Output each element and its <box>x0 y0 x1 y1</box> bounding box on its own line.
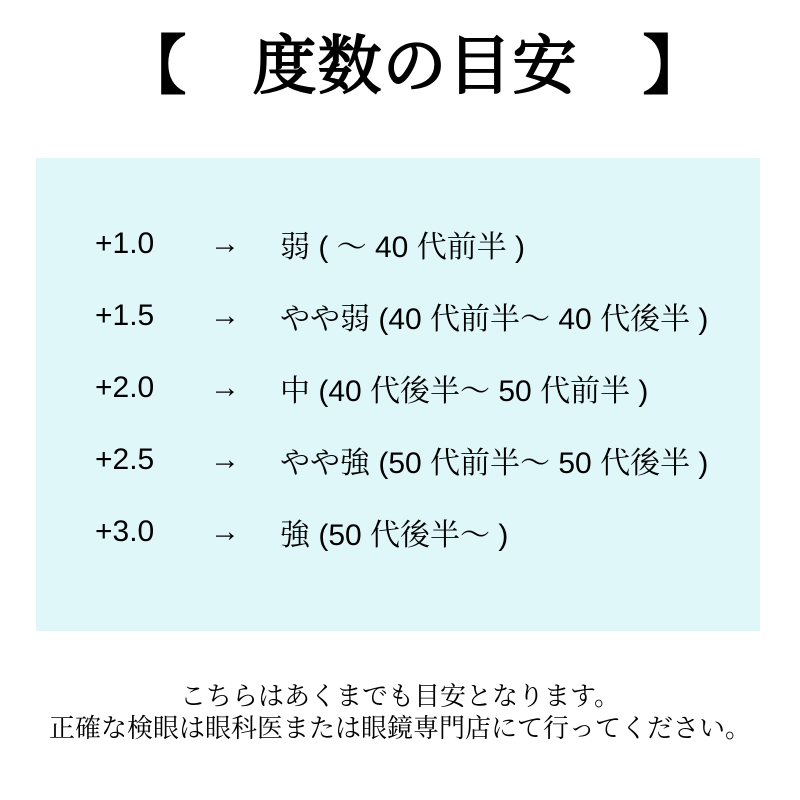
diopter-value: +1.5 <box>95 299 155 332</box>
arrow-right-icon: → <box>210 515 240 548</box>
strength-description: やや強 (50 代前半～ 50 代後半 ) <box>280 447 709 480</box>
strength-guide-panel <box>36 158 760 631</box>
arrow-right-icon: → <box>210 443 240 476</box>
disclaimer-line-1: こちらはあくまでも目安となります。 <box>180 681 620 711</box>
diopter-value: +3.0 <box>95 515 155 548</box>
disclaimer <box>0 680 800 744</box>
strength-row <box>36 424 760 496</box>
strength-row <box>36 352 760 424</box>
page-title: 【 度数の目安 】 <box>122 30 708 102</box>
strength-row <box>36 496 760 568</box>
diopter-value: +2.5 <box>95 443 155 476</box>
strength-row <box>36 208 760 280</box>
strength-description: やや弱 (40 代前半～ 40 代後半 ) <box>280 303 709 336</box>
arrow-right-icon: → <box>210 371 240 404</box>
strength-description: 強 (50 代後半～ ) <box>280 519 509 552</box>
strength-description: 中 (40 代後半～ 50 代前半 ) <box>280 375 649 408</box>
disclaimer-line-2: 正確な検眼は眼科医または眼鏡専門店にて行ってください。 <box>48 713 751 743</box>
strength-description: 弱 ( ～ 40 代前半 ) <box>280 231 526 264</box>
arrow-right-icon: → <box>210 227 240 260</box>
strength-row <box>36 280 760 352</box>
diopter-value: +2.0 <box>95 371 155 404</box>
arrow-right-icon: → <box>210 299 240 332</box>
diopter-value: +1.0 <box>95 227 155 260</box>
